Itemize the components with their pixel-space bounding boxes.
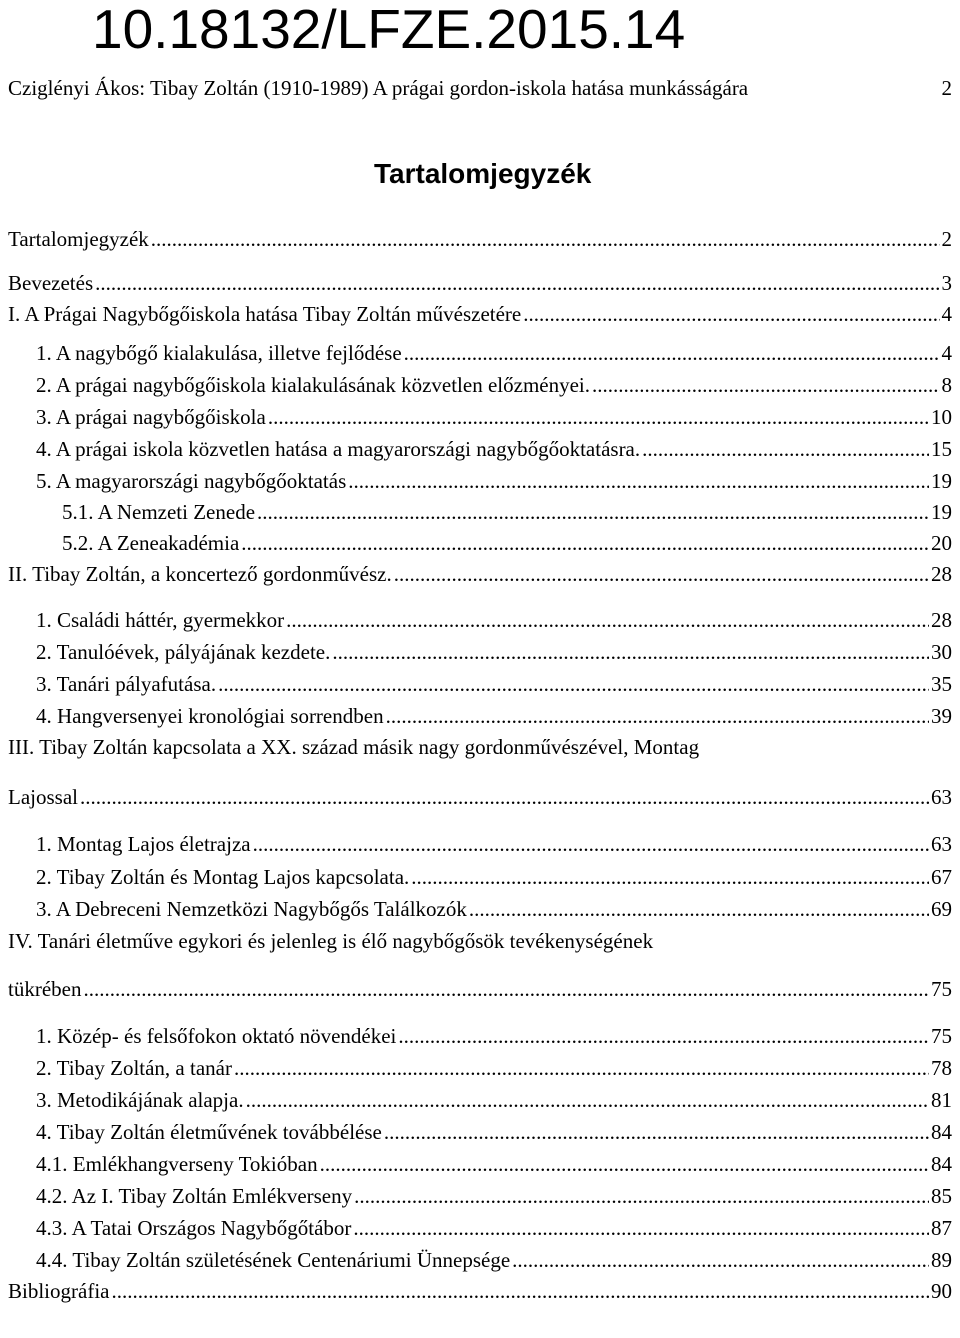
toc-entry-text: 2. Tibay Zoltán és Montag Lajos kapcsolata. (36, 865, 410, 889)
toc-entry[interactable] (8, 669, 952, 699)
toc-entry-page: 84 (931, 1120, 952, 1144)
toc-entry-page: 63 (931, 832, 952, 856)
toc-entry-text: 3. Tanári pályafutása. (36, 672, 217, 696)
toc-entry-page: 90 (931, 1279, 952, 1303)
toc-entry[interactable] (8, 1245, 952, 1275)
toc-entry-page: 75 (931, 1024, 952, 1048)
dot-leader (404, 338, 940, 368)
toc-entry[interactable] (8, 829, 952, 859)
dot-leader (642, 434, 929, 464)
toc-entry[interactable] (8, 637, 952, 667)
toc-entry-page: 19 (931, 469, 952, 493)
toc-entry-page: 28 (931, 562, 952, 586)
toc-entry-text: 1. Családi háttér, gyermekkor (36, 608, 285, 632)
dot-leader (268, 402, 929, 432)
toc-entry-text: 4.1. Emlékhangverseny Tokióban (36, 1152, 318, 1176)
toc-entry-page: 35 (931, 672, 952, 696)
toc-entry-text: 2. A prágai nagybőgőiskola kialakulásának közvetlen előzményei. (36, 373, 590, 397)
dot-leader (353, 1213, 929, 1243)
toc-entry[interactable] (8, 466, 952, 496)
toc-entry-text: I. A Prágai Nagybőgőiskola hatása Tibay Zoltán művészetére (8, 302, 522, 326)
toc-entry[interactable] (8, 402, 952, 432)
toc-entry[interactable] (8, 338, 952, 368)
toc-entry-text: 3. Metodikájának alapja. (36, 1088, 244, 1112)
toc-entry[interactable] (8, 782, 952, 812)
dot-leader (348, 466, 929, 496)
toc-entry-text: 4.4. Tibay Zoltán születésének Centenáriumi Ünnepsége (36, 1248, 511, 1272)
toc-entry[interactable] (8, 497, 952, 527)
toc-entry-page: 67 (931, 865, 952, 889)
toc-title: Tartalomjegyzék (374, 158, 592, 189)
toc-entry[interactable] (8, 268, 952, 298)
toc-entry[interactable] (8, 1213, 952, 1243)
toc-entry-page: 10 (931, 405, 952, 429)
toc-entry[interactable] (8, 701, 952, 731)
toc-entry[interactable] (8, 894, 952, 924)
toc-entry-text: 3. A Debreceni Nemzetközi Nagybőgős Találkozók (36, 897, 467, 921)
toc-entry-page: 75 (931, 977, 952, 1001)
toc-entry-text: tükrében (8, 977, 82, 1001)
dot-leader (111, 1276, 929, 1306)
toc-entry-text: II. Tibay Zoltán, a koncertező gordonművész. (8, 562, 392, 586)
toc-entry[interactable] (8, 1053, 952, 1083)
dot-leader (80, 782, 929, 812)
toc-entry[interactable] (8, 528, 952, 558)
toc-entry-page: 87 (931, 1216, 952, 1240)
dot-leader (523, 299, 939, 329)
toc-entry-page: 4 (941, 302, 952, 326)
toc-entry-page: 28 (931, 608, 952, 632)
dot-leader (286, 605, 929, 635)
toc-entry-text: 4. Hangversenyei kronológiai sorrendben (36, 704, 384, 728)
toc-entry[interactable] (8, 559, 952, 589)
toc-entry-text: 4.2. Az I. Tibay Zoltán Emlékverseny (36, 1184, 353, 1208)
toc-entry-text: 4.3. A Tatai Országos Nagybőgőtábor (36, 1216, 352, 1240)
toc-entry[interactable] (8, 370, 952, 400)
toc-entry-text: 4. Tibay Zoltán életművének továbbélése (36, 1120, 382, 1144)
toc-entry-page: 85 (931, 1184, 952, 1208)
toc-entry-text: 1. Montag Lajos életrajza (36, 832, 251, 856)
toc-entry-page: 2 (941, 227, 952, 251)
toc-entry[interactable] (8, 299, 952, 329)
toc-entry[interactable] (8, 224, 952, 254)
toc-entry-text: 2. Tanulóévek, pályájának kezdete. (36, 640, 331, 664)
dot-leader (332, 637, 929, 667)
dot-leader (411, 862, 929, 892)
toc-entry[interactable] (8, 1085, 952, 1115)
toc-entry[interactable] (8, 1181, 952, 1211)
dot-leader (95, 268, 939, 298)
toc-entry-text: 2. Tibay Zoltán, a tanár (36, 1056, 232, 1080)
toc-entry-page: 81 (931, 1088, 952, 1112)
dot-leader (218, 669, 929, 699)
toc-entry-page: 69 (931, 897, 952, 921)
toc-entry-text: 3. A prágai nagybőgőiskola (36, 405, 266, 429)
dot-leader (151, 224, 940, 254)
toc-entry-text: Tartalomjegyzék (8, 227, 149, 251)
dot-leader (234, 1053, 929, 1083)
toc-entry-page: 30 (931, 640, 952, 664)
toc-entry-page: 63 (931, 785, 952, 809)
dot-leader (241, 528, 929, 558)
dot-leader (320, 1149, 929, 1179)
toc-entry[interactable] (8, 1149, 952, 1179)
toc-entry-text: Lajossal (8, 785, 78, 809)
dot-leader (394, 559, 929, 589)
toc-entry[interactable] (8, 974, 952, 1004)
dot-leader (469, 894, 929, 924)
toc-entry-page: 8 (941, 373, 952, 397)
toc-entry-wrap-line: III. Tibay Zoltán kapcsolata a XX. század másik nagy gordonművészével, Montag (8, 735, 700, 759)
toc-entry-text: 5.1. A Nemzeti Zenede (62, 500, 256, 524)
toc-entry-page: 19 (931, 500, 952, 524)
dot-leader (83, 974, 929, 1004)
toc-entry[interactable] (8, 1117, 952, 1147)
dot-leader (354, 1181, 929, 1211)
toc-entry-page: 78 (931, 1056, 952, 1080)
toc-entry-page: 3 (941, 271, 952, 295)
toc-entry-text: 1. Közép- és felsőfokon oktató növendékei (36, 1024, 397, 1048)
running-header (8, 72, 952, 104)
toc-entry[interactable] (8, 1021, 952, 1051)
toc-entry[interactable] (8, 1276, 952, 1306)
dot-leader (253, 829, 929, 859)
dot-leader (384, 1117, 929, 1147)
toc-entry[interactable] (8, 862, 952, 892)
page-number: 2 (941, 76, 952, 100)
toc-entry-text: Bevezetés (8, 271, 94, 295)
toc-entry-text: 5.2. A Zeneakadémia (62, 531, 240, 555)
toc-entry-wrap-line: IV. Tanári életműve egykori és jelenleg is élő nagybőgősök tevékenységének (8, 929, 654, 953)
dot-leader (512, 1245, 929, 1275)
toc-entry-page: 20 (931, 531, 952, 555)
toc-entry-text: 4. A prágai iskola közvetlen hatása a magyarországi nagybőgőoktatásra. (36, 437, 641, 461)
toc-entry-page: 15 (931, 437, 952, 461)
dot-leader (592, 370, 940, 400)
toc-entry-page: 39 (931, 704, 952, 728)
toc-entry-page: 4 (941, 341, 952, 365)
toc-entry-page: 84 (931, 1152, 952, 1176)
dot-leader (386, 701, 929, 731)
dot-leader (246, 1085, 929, 1115)
toc-entry-text: Bibliográfia (8, 1279, 110, 1303)
dot-leader (257, 497, 929, 527)
dot-leader (398, 1021, 929, 1051)
toc-entry[interactable] (8, 434, 952, 464)
toc-entry-page: 89 (931, 1248, 952, 1272)
running-header-title: Cziglényi Ákos: Tibay Zoltán (1910-1989) A prágai gordon-iskola hatása munkásságára (8, 76, 749, 100)
doi-heading: 10.18132/LFZE.2015.14 (92, 0, 686, 60)
toc-entry[interactable] (8, 605, 952, 635)
toc-entry-text: 1. A nagybőgő kialakulása, illetve fejlődése (36, 341, 402, 365)
toc-entry-text: 5. A magyarországi nagybőgőoktatás (36, 469, 347, 493)
